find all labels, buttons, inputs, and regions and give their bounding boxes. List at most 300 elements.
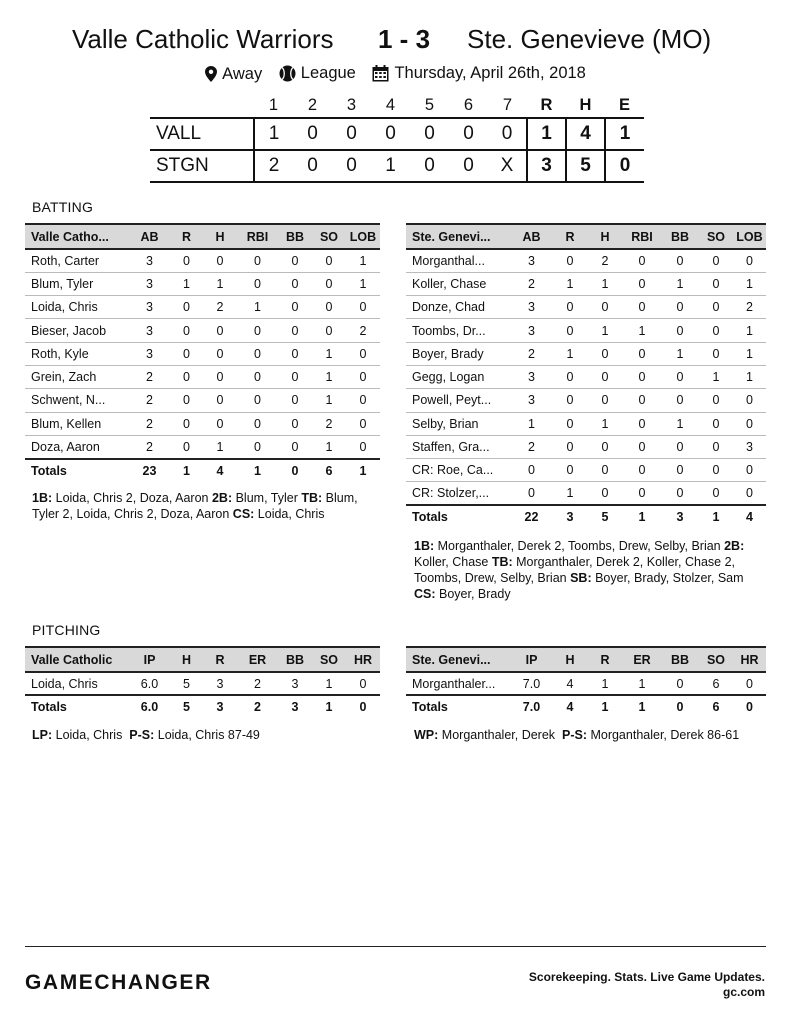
stat-cell: 3 bbox=[129, 272, 170, 295]
player-row bbox=[406, 342, 766, 365]
stat-cell: 1 bbox=[587, 272, 623, 295]
stat-cell: 0 bbox=[170, 249, 203, 272]
runs-header: R bbox=[540, 96, 553, 114]
note-label: 2B: bbox=[724, 539, 745, 553]
stat-cell: 1 bbox=[733, 272, 766, 295]
stat-cell: 0 bbox=[312, 296, 346, 319]
total-cell: 4 bbox=[203, 459, 237, 482]
game-type-label: League bbox=[300, 64, 356, 82]
stat-column-header: ER bbox=[237, 647, 278, 672]
stat-cell: 1 bbox=[203, 435, 237, 458]
stat-cell: 0 bbox=[623, 365, 661, 388]
stat-column-header: BB bbox=[661, 647, 699, 672]
stat-cell: 1 bbox=[170, 272, 203, 295]
stat-cell: 0 bbox=[699, 296, 733, 319]
stat-cell: 0 bbox=[553, 412, 587, 435]
total-runs: 3 bbox=[527, 150, 566, 182]
stat-cell: 0 bbox=[623, 412, 661, 435]
inning-runs: 2 bbox=[254, 150, 293, 182]
total-cell: 1 bbox=[623, 695, 661, 718]
stat-cell: 0 bbox=[237, 365, 278, 388]
note-text: Boyer, Brady bbox=[435, 587, 511, 601]
stat-cell: 0 bbox=[346, 412, 380, 435]
game-title bbox=[0, 24, 791, 60]
stat-cell: 1 bbox=[510, 412, 553, 435]
total-cell: 1 bbox=[312, 695, 346, 718]
note-label: TB: bbox=[301, 491, 323, 505]
total-errors: 0 bbox=[605, 150, 644, 182]
total-cell: 3 bbox=[661, 505, 699, 528]
player-name: Loida, Chris bbox=[25, 296, 129, 319]
stat-cell: 0 bbox=[699, 482, 733, 505]
total-cell: 1 bbox=[623, 505, 661, 528]
stat-column-header: R bbox=[587, 647, 623, 672]
stat-cell: 0 bbox=[278, 296, 312, 319]
pitching-notes-home bbox=[414, 727, 759, 743]
team-abbr: VALL bbox=[150, 118, 254, 150]
stat-cell: 0 bbox=[553, 365, 587, 388]
stat-cell: 0 bbox=[661, 435, 699, 458]
pitching-table-home bbox=[406, 646, 766, 719]
stats-header-row bbox=[406, 224, 766, 249]
baseball-icon bbox=[279, 65, 296, 82]
stat-cell: 0 bbox=[699, 342, 733, 365]
footer-divider bbox=[25, 946, 766, 947]
away-team-name: Valle Catholic Warriors bbox=[72, 24, 334, 54]
stat-cell: 0 bbox=[699, 249, 733, 272]
stat-column-header: HR bbox=[733, 647, 766, 672]
stat-cell: 0 bbox=[699, 412, 733, 435]
stat-column-header: H bbox=[587, 224, 623, 249]
stat-cell: 0 bbox=[553, 319, 587, 342]
stat-cell: 0 bbox=[170, 365, 203, 388]
stat-cell: 0 bbox=[203, 412, 237, 435]
stat-cell: 0 bbox=[553, 459, 587, 482]
stat-cell: 1 bbox=[623, 672, 661, 695]
stat-cell: 0 bbox=[699, 435, 733, 458]
inning-runs: 1 bbox=[254, 118, 293, 150]
tagline-text: Scorekeeping. Stats. Live Game Updates. bbox=[528, 970, 765, 984]
player-name: CR: Stolzer,... bbox=[406, 482, 510, 505]
stat-cell: 1 bbox=[553, 482, 587, 505]
stat-cell: 3 bbox=[510, 365, 553, 388]
note-text: Loida, Chris bbox=[254, 507, 325, 521]
stat-cell: 1 bbox=[312, 389, 346, 412]
stat-cell: 0 bbox=[733, 459, 766, 482]
inning-header: 1 bbox=[268, 96, 279, 114]
website-link[interactable]: gc.com bbox=[722, 985, 765, 999]
stat-cell: 0 bbox=[587, 296, 623, 319]
line-score-header bbox=[150, 94, 644, 118]
stat-cell: 0 bbox=[510, 482, 553, 505]
total-cell: 22 bbox=[510, 505, 553, 528]
player-name: CR: Roe, Ca... bbox=[406, 459, 510, 482]
gamechanger-logo: GAMECHANGER bbox=[25, 971, 212, 994]
date-info bbox=[372, 64, 585, 83]
stat-cell: 0 bbox=[346, 342, 380, 365]
game-meta bbox=[0, 64, 791, 87]
stat-cell: 1 bbox=[733, 319, 766, 342]
stat-column-header: R bbox=[170, 224, 203, 249]
player-name: Roth, Kyle bbox=[25, 342, 129, 365]
stat-cell: 2 bbox=[510, 272, 553, 295]
player-name: Loida, Chris bbox=[25, 672, 129, 695]
stat-cell: 0 bbox=[278, 435, 312, 458]
stat-column-header: R bbox=[553, 224, 587, 249]
note-label: 1B: bbox=[32, 491, 53, 505]
stat-cell: 0 bbox=[170, 435, 203, 458]
player-row bbox=[406, 365, 766, 388]
stat-column-header: LOB bbox=[733, 224, 766, 249]
stat-column-header: RBI bbox=[237, 224, 278, 249]
stat-cell: 2 bbox=[237, 672, 278, 695]
player-name: Toombs, Dr... bbox=[406, 319, 510, 342]
stat-cell: 0 bbox=[623, 459, 661, 482]
inning-header: 6 bbox=[463, 96, 474, 114]
inning-header: 7 bbox=[502, 96, 513, 114]
stat-cell: 0 bbox=[278, 272, 312, 295]
stat-cell: 4 bbox=[553, 672, 587, 695]
player-name: Morganthal... bbox=[406, 249, 510, 272]
stat-cell: 0 bbox=[733, 249, 766, 272]
stat-cell: 1 bbox=[203, 272, 237, 295]
total-cell: 0 bbox=[346, 695, 380, 718]
note-text: Morganthaler, Derek 2, Toombs, Drew, Selby, Brian bbox=[434, 539, 725, 553]
stat-cell: 0 bbox=[733, 389, 766, 412]
total-cell: 7.0 bbox=[510, 695, 553, 718]
stat-cell: 0 bbox=[661, 365, 699, 388]
total-cell: 0 bbox=[278, 459, 312, 482]
player-row bbox=[25, 296, 380, 319]
stat-column-header: RBI bbox=[623, 224, 661, 249]
total-cell: 3 bbox=[278, 695, 312, 718]
stat-cell: 1 bbox=[587, 412, 623, 435]
stat-cell: 1 bbox=[312, 672, 346, 695]
team-column-header: Valle Catholic bbox=[25, 647, 129, 672]
inning-runs: 1 bbox=[371, 150, 410, 182]
stat-cell: 0 bbox=[733, 482, 766, 505]
stat-cell: 0 bbox=[623, 435, 661, 458]
stats-header-row bbox=[406, 647, 766, 672]
calendar-icon bbox=[372, 65, 389, 82]
stat-cell: 1 bbox=[587, 672, 623, 695]
stat-cell: 0 bbox=[203, 319, 237, 342]
note-text: Morganthaler, Derek 86-61 bbox=[586, 728, 740, 742]
pitching-table-away bbox=[25, 646, 380, 719]
total-cell: 1 bbox=[346, 459, 380, 482]
stat-cell: 1 bbox=[661, 342, 699, 365]
player-name: Grein, Zach bbox=[25, 365, 129, 388]
total-cell: 3 bbox=[553, 505, 587, 528]
stat-cell: 3 bbox=[510, 296, 553, 319]
note-label: CS: bbox=[414, 587, 436, 601]
stat-column-header: R bbox=[203, 647, 237, 672]
player-row bbox=[406, 296, 766, 319]
stat-column-header: AB bbox=[510, 224, 553, 249]
stat-cell: 0 bbox=[733, 672, 766, 695]
stat-cell: 0 bbox=[553, 435, 587, 458]
stat-cell: 2 bbox=[346, 319, 380, 342]
note-label: CS: bbox=[232, 507, 255, 521]
player-name: Powell, Peyt... bbox=[406, 389, 510, 412]
stat-cell: 2 bbox=[510, 342, 553, 365]
stat-column-header: SO bbox=[699, 647, 733, 672]
inning-runs: 0 bbox=[332, 118, 371, 150]
stat-cell: 0 bbox=[170, 412, 203, 435]
stat-cell: 0 bbox=[203, 365, 237, 388]
stat-cell: 0 bbox=[623, 296, 661, 319]
game-type-info bbox=[279, 64, 356, 83]
final-score: 1 - 3 bbox=[378, 24, 431, 54]
batting-notes-away bbox=[32, 490, 372, 522]
stat-cell: 2 bbox=[129, 365, 170, 388]
note-text: Boyer, Brady, Stolzer, Sam bbox=[591, 571, 748, 585]
stat-cell: 1 bbox=[733, 342, 766, 365]
totals-row bbox=[25, 459, 380, 482]
stat-cell: 0 bbox=[237, 319, 278, 342]
stat-cell: 0 bbox=[623, 272, 661, 295]
stat-column-header: IP bbox=[129, 647, 170, 672]
inning-runs: 0 bbox=[449, 118, 488, 150]
stat-cell: 1 bbox=[346, 272, 380, 295]
stat-cell: 5 bbox=[170, 672, 203, 695]
stat-cell: 0 bbox=[587, 365, 623, 388]
stat-cell: 0 bbox=[278, 249, 312, 272]
player-name: Koller, Chase bbox=[406, 272, 510, 295]
stat-cell: 0 bbox=[312, 272, 346, 295]
stat-cell: 1 bbox=[553, 342, 587, 365]
total-cell: 0 bbox=[661, 695, 699, 718]
stat-cell: 0 bbox=[699, 319, 733, 342]
stat-cell: 1 bbox=[237, 296, 278, 319]
stat-cell: 1 bbox=[553, 272, 587, 295]
note-text: Morganthaler, Derek 2, Koller, Chase 2, Toombs, Drew, Selby, Brian bbox=[414, 555, 739, 585]
player-row bbox=[406, 459, 766, 482]
inning-runs: 0 bbox=[410, 118, 449, 150]
player-name: Blum, Tyler bbox=[25, 272, 129, 295]
stat-cell: 7.0 bbox=[510, 672, 553, 695]
total-cell: 1 bbox=[587, 695, 623, 718]
batting-section-title: BATTING bbox=[32, 199, 94, 215]
player-row bbox=[25, 412, 380, 435]
total-cell: 4 bbox=[733, 505, 766, 528]
stat-cell: 0 bbox=[553, 249, 587, 272]
stat-column-header: H bbox=[553, 647, 587, 672]
note-label: WP: bbox=[414, 728, 439, 742]
stat-cell: 0 bbox=[510, 459, 553, 482]
inning-runs: 0 bbox=[488, 118, 527, 150]
note-label: 2B: bbox=[211, 491, 233, 505]
stat-column-header: HR bbox=[346, 647, 380, 672]
note-text: Blum, Tyler bbox=[232, 491, 302, 505]
stat-cell: 0 bbox=[278, 389, 312, 412]
footer-tagline bbox=[529, 970, 765, 1000]
line-score bbox=[150, 94, 644, 183]
stat-cell: 0 bbox=[623, 342, 661, 365]
player-name: Donze, Chad bbox=[406, 296, 510, 319]
stat-cell: 0 bbox=[587, 389, 623, 412]
inning-header: 4 bbox=[385, 96, 396, 114]
player-name: Boyer, Brady bbox=[406, 342, 510, 365]
stat-cell: 6 bbox=[699, 672, 733, 695]
stats-header-row bbox=[25, 224, 380, 249]
stat-column-header: H bbox=[203, 224, 237, 249]
stat-column-header: SO bbox=[312, 224, 346, 249]
stat-cell: 0 bbox=[278, 342, 312, 365]
stat-cell: 0 bbox=[312, 249, 346, 272]
stat-cell: 0 bbox=[237, 249, 278, 272]
stat-column-header: IP bbox=[510, 647, 553, 672]
stat-cell: 3 bbox=[129, 249, 170, 272]
stat-cell: 0 bbox=[203, 342, 237, 365]
batting-table-away bbox=[25, 223, 380, 482]
player-row bbox=[406, 482, 766, 505]
player-row bbox=[25, 389, 380, 412]
stat-cell: 0 bbox=[587, 482, 623, 505]
stat-cell: 0 bbox=[661, 459, 699, 482]
stat-cell: 3 bbox=[203, 672, 237, 695]
inning-runs: 0 bbox=[410, 150, 449, 182]
total-errors: 1 bbox=[605, 118, 644, 150]
team-abbr: STGN bbox=[150, 150, 254, 182]
stat-cell: 0 bbox=[278, 412, 312, 435]
totals-label: Totals bbox=[406, 695, 510, 718]
stat-cell: 0 bbox=[346, 389, 380, 412]
stat-cell: 0 bbox=[553, 389, 587, 412]
stat-cell: 0 bbox=[699, 272, 733, 295]
totals-label: Totals bbox=[406, 505, 510, 528]
total-cell: 6.0 bbox=[129, 695, 170, 718]
player-row bbox=[25, 342, 380, 365]
player-name: Blum, Kellen bbox=[25, 412, 129, 435]
player-name: Gegg, Logan bbox=[406, 365, 510, 388]
stat-cell: 2 bbox=[129, 412, 170, 435]
stat-cell: 0 bbox=[661, 389, 699, 412]
note-label: LP: bbox=[32, 728, 53, 742]
stat-cell: 0 bbox=[170, 319, 203, 342]
total-cell: 6 bbox=[312, 459, 346, 482]
stat-cell: 0 bbox=[203, 249, 237, 272]
stat-cell: 0 bbox=[237, 435, 278, 458]
stat-cell: 2 bbox=[510, 435, 553, 458]
note-text: Morganthaler, Derek bbox=[438, 728, 562, 742]
total-cell: 2 bbox=[237, 695, 278, 718]
stat-cell: 1 bbox=[661, 272, 699, 295]
inning-runs: 0 bbox=[293, 150, 332, 182]
stat-cell: 0 bbox=[346, 672, 380, 695]
stat-cell: 2 bbox=[203, 296, 237, 319]
location-info bbox=[205, 65, 262, 84]
stat-column-header: ER bbox=[623, 647, 661, 672]
stat-cell: 0 bbox=[699, 389, 733, 412]
stat-cell: 0 bbox=[623, 249, 661, 272]
player-name: Schwent, N... bbox=[25, 389, 129, 412]
note-text: Blum, Tyler 2, Loida, Chris 2, Doza, Aaron bbox=[32, 491, 361, 521]
stat-cell: 0 bbox=[699, 459, 733, 482]
pitching-notes-away bbox=[32, 727, 377, 743]
stat-cell: 3 bbox=[129, 319, 170, 342]
stat-cell: 3 bbox=[510, 249, 553, 272]
stat-column-header: BB bbox=[278, 224, 312, 249]
stat-cell: 0 bbox=[203, 389, 237, 412]
stat-column-header: SO bbox=[312, 647, 346, 672]
pitching-section-title: PITCHING bbox=[32, 622, 101, 638]
stat-cell: 0 bbox=[237, 412, 278, 435]
team-column-header: Valle Catho... bbox=[25, 224, 129, 249]
totals-row bbox=[406, 505, 766, 528]
total-runs: 1 bbox=[527, 118, 566, 150]
inning-runs: 0 bbox=[449, 150, 488, 182]
stat-cell: 3 bbox=[510, 389, 553, 412]
total-cell: 0 bbox=[733, 695, 766, 718]
player-row bbox=[406, 412, 766, 435]
totals-label: Totals bbox=[25, 695, 129, 718]
stat-cell: 1 bbox=[312, 365, 346, 388]
player-name: Doza, Aaron bbox=[25, 435, 129, 458]
player-row bbox=[406, 672, 766, 695]
stat-cell: 2 bbox=[129, 389, 170, 412]
inning-runs: 0 bbox=[293, 118, 332, 150]
stat-cell: 0 bbox=[170, 389, 203, 412]
stat-cell: 1 bbox=[623, 319, 661, 342]
stat-cell: 0 bbox=[170, 296, 203, 319]
stat-cell: 0 bbox=[623, 482, 661, 505]
stat-cell: 0 bbox=[278, 319, 312, 342]
inning-runs: 0 bbox=[371, 118, 410, 150]
player-row bbox=[406, 272, 766, 295]
stat-cell: 0 bbox=[733, 412, 766, 435]
note-text: Koller, Chase bbox=[414, 539, 748, 569]
stat-cell: 0 bbox=[346, 296, 380, 319]
stat-cell: 0 bbox=[587, 459, 623, 482]
stat-cell: 1 bbox=[346, 249, 380, 272]
player-row bbox=[25, 249, 380, 272]
stat-cell: 3 bbox=[733, 435, 766, 458]
stat-cell: 1 bbox=[312, 342, 346, 365]
map-pin-icon bbox=[205, 66, 217, 82]
stat-cell: 0 bbox=[661, 249, 699, 272]
player-name: Staffen, Gra... bbox=[406, 435, 510, 458]
batting-table-home bbox=[406, 223, 766, 529]
stat-cell: 1 bbox=[587, 319, 623, 342]
total-cell: 23 bbox=[129, 459, 170, 482]
stat-cell: 0 bbox=[587, 435, 623, 458]
stat-cell: 0 bbox=[237, 389, 278, 412]
stat-cell: 0 bbox=[623, 389, 661, 412]
errors-header: E bbox=[618, 96, 630, 114]
note-text: Loida, Chris 2, Doza, Aaron bbox=[52, 491, 212, 505]
inning-header: 3 bbox=[346, 96, 357, 114]
totals-label: Totals bbox=[25, 459, 129, 482]
player-name: Roth, Carter bbox=[25, 249, 129, 272]
inning-header: 5 bbox=[424, 96, 435, 114]
stat-column-header: BB bbox=[661, 224, 699, 249]
stat-cell: 2 bbox=[312, 412, 346, 435]
batting-notes-home bbox=[414, 538, 759, 602]
stat-cell: 1 bbox=[733, 365, 766, 388]
stat-cell: 0 bbox=[170, 342, 203, 365]
total-cell: 5 bbox=[170, 695, 203, 718]
stat-cell: 0 bbox=[661, 319, 699, 342]
stat-cell: 0 bbox=[346, 365, 380, 388]
stat-cell: 3 bbox=[129, 342, 170, 365]
total-cell: 5 bbox=[587, 505, 623, 528]
total-cell: 6 bbox=[699, 695, 733, 718]
total-cell: 4 bbox=[553, 695, 587, 718]
stat-column-header: H bbox=[170, 647, 203, 672]
stats-header-row bbox=[25, 647, 380, 672]
team-column-header: Ste. Genevi... bbox=[406, 647, 510, 672]
